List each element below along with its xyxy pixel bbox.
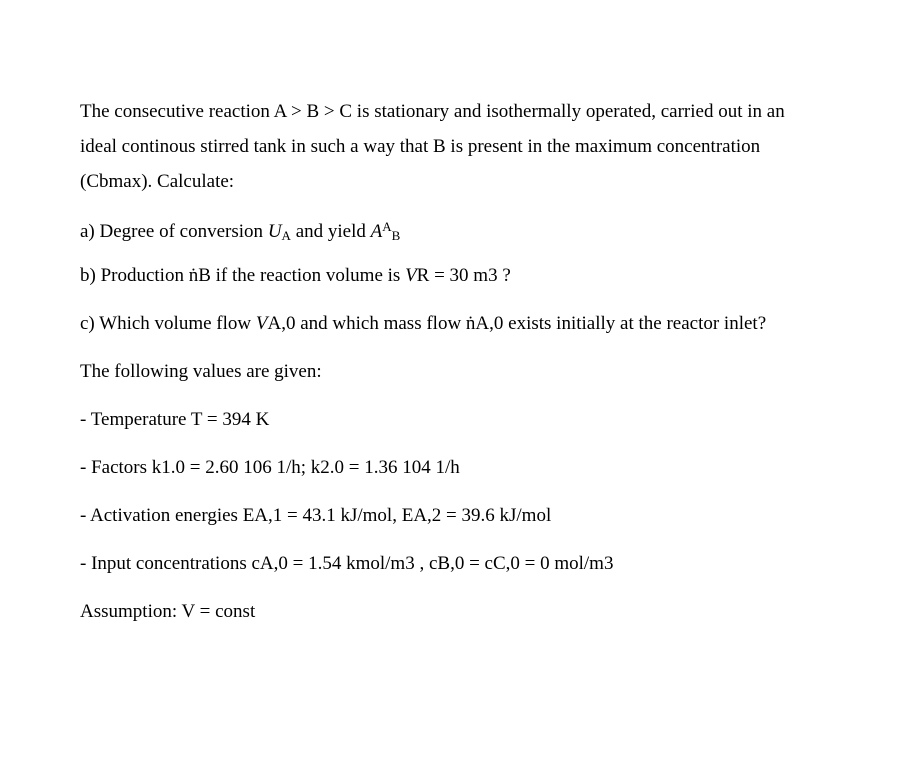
volume-symbol: V bbox=[405, 265, 417, 286]
question-a-middle: and yield bbox=[290, 221, 371, 242]
question-c bbox=[80, 310, 766, 338]
given-input-concentrations: - Input concentrations cA,0 = 1.54 kmol/m3 , cB,0 = cC,0 = 0 mol/m3 bbox=[80, 553, 614, 574]
intro-line: The consecutive reaction A > B > C is stationary and isothermally operated, carried out in an bbox=[80, 101, 785, 122]
yield-symbol: A bbox=[370, 221, 383, 242]
intro-line: ideal continous stirred tank in such a way that B is present in the maximum concentration bbox=[80, 136, 761, 157]
question-b-prefix: b) Production ṅB if the reaction volume is bbox=[80, 265, 406, 286]
question-b bbox=[80, 262, 511, 290]
question-b-suffix: R = 30 m3 ? bbox=[416, 265, 511, 286]
conversion-subscript: A bbox=[281, 228, 291, 243]
intro-line: (Cbmax). Calculate: bbox=[80, 171, 235, 192]
volume-flow-symbol: V bbox=[255, 313, 268, 334]
problem-intro bbox=[80, 98, 860, 203]
question-a bbox=[80, 213, 400, 250]
problem-document bbox=[80, 98, 860, 622]
yield-superscript: A bbox=[382, 219, 392, 234]
given-temperature: - Temperature T = 394 K bbox=[80, 409, 270, 430]
question-a-prefix: a) Degree of conversion bbox=[80, 221, 268, 242]
conversion-symbol: U bbox=[267, 221, 282, 242]
given-activation-energies: - Activation energies EA,1 = 43.1 kJ/mol, EA,2 = 39.6 kJ/mol bbox=[80, 505, 552, 526]
yield-subscript: B bbox=[391, 228, 401, 243]
given-values-header: The following values are given: bbox=[80, 361, 322, 382]
given-factors: - Factors k1.0 = 2.60 106 1/h; k2.0 = 1.36 104 1/h bbox=[80, 457, 460, 478]
assumption: Assumption: V = const bbox=[80, 601, 256, 622]
question-c-prefix: c) Which volume flow bbox=[80, 313, 256, 334]
question-c-suffix: A,0 and which mass flow ṅA,0 exists initially at the reactor inlet? bbox=[267, 313, 767, 334]
